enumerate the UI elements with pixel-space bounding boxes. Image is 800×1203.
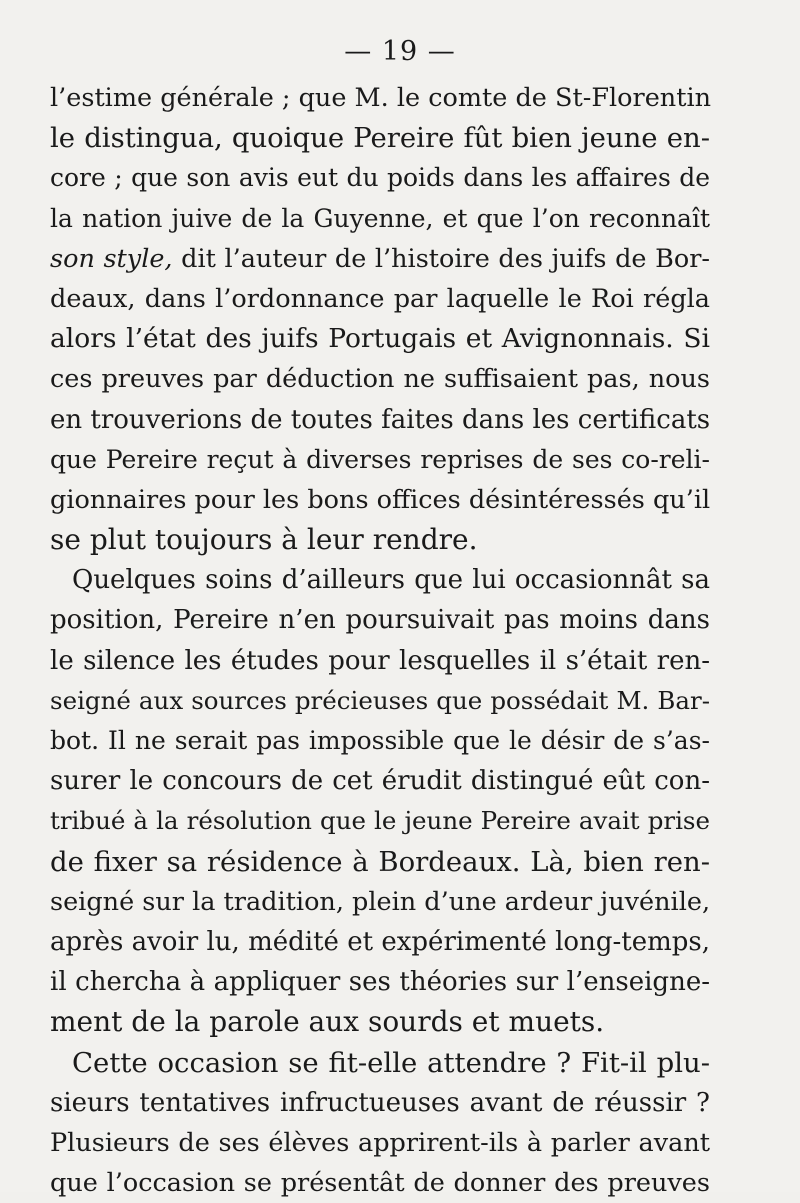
text-line-content: la nation juive de la Guyenne, et que l’on reconnaît [50,203,710,233]
text-line-content: core ; que son avis eut du poids dans les affaires de [50,163,710,193]
text-line [50,600,710,640]
text-line [50,118,710,158]
text-line-content: position, Pereire n’en poursuivait pas moins dans [50,605,710,636]
text-line [50,641,710,681]
italic-phrase: son style, [50,243,173,274]
text-line-content: le silence les études pour lesquelles il s’était ren- [50,645,710,676]
text-line-content: Quelques soins d’ailleurs que lui occasionnât sa [72,565,710,596]
text-line [50,480,710,520]
text-line-content: ment de la parole aux sourds et muets. [50,1005,605,1039]
text-line-content: que Pereire reçut à diverses reprises de ses co-reli- [50,444,710,474]
text-line [50,158,710,198]
text-line-content: dit l’auteur de l’histoire des juifs de Bor- [172,243,711,274]
text-line-content: de fixer sa résidence à Bordeaux. Là, bien ren- [50,845,710,878]
text-line-content: seigné sur la tradition, plein d’une ardeur juvénile, [50,886,711,917]
text-line [50,1002,710,1042]
text-line-content: le distingua, quoique Pereire fût bien jeune en- [50,122,710,155]
body-text [50,78,710,1203]
text-line [50,319,710,359]
text-line [50,922,710,962]
text-line [50,962,710,1002]
text-line [50,761,710,801]
text-line-content: en trouverions de toutes faites dans les certificats [50,404,711,435]
text-line-content: tribué à la résolution que le jeune Pereire avait prise [50,806,710,836]
page-number: — 19 — [344,36,456,67]
text-line-content: après avoir lu, médité et expérimenté long-temps, [50,926,710,957]
text-line [50,1043,710,1083]
text-line-content: surer le concours de cet érudit distingué eût con- [50,766,710,797]
text-line [50,239,710,279]
text-line-content: Cette occasion se fit-elle attendre ? Fit-il plu- [72,1046,710,1079]
text-line-content: l’estime générale ; que M. le comte de St-Florentin [50,83,712,113]
text-line-content: que l’occasion se présentât de donner des preuves [50,1168,710,1199]
text-line-content: bot. Il ne serait pas impossible que le désir de s’as- [50,726,710,755]
text-line-content: deaux, dans l’ordonnance par laquelle le Roi régla [50,283,710,314]
text-line-content: Plusieurs de ses élèves apprirent-ils à parler avant [50,1127,710,1158]
text-line [50,359,710,399]
text-line [50,279,710,319]
text-line-content: gionnaires pour les bons offices désintéressés qu’il [50,484,711,515]
text-line [50,801,710,841]
text-line-content: seigné aux sources précieuses que possédait M. Bar- [50,685,710,715]
text-line [50,1083,710,1123]
text-line [50,520,710,560]
text-line-content: ces preuves par déduction ne suffisaient pas, nous [50,364,710,395]
text-line [50,199,710,239]
text-line [50,1123,710,1163]
text-line [50,560,710,600]
text-line-content: il chercha à appliquer ses théories sur l’enseigne- [50,967,710,998]
text-line [50,78,710,118]
text-line [50,400,710,440]
text-line [50,681,710,721]
text-line-content: alors l’état des juifs Portugais et Avignonnais. Si [50,323,710,355]
text-line [50,882,710,922]
text-line-content: sieurs tentatives infructueuses avant de réussir ? [50,1087,710,1118]
text-line [50,440,710,480]
text-line [50,721,710,761]
text-line-content: se plut toujours à leur rendre. [50,523,478,557]
text-line [50,1163,710,1203]
text-line [50,842,710,882]
